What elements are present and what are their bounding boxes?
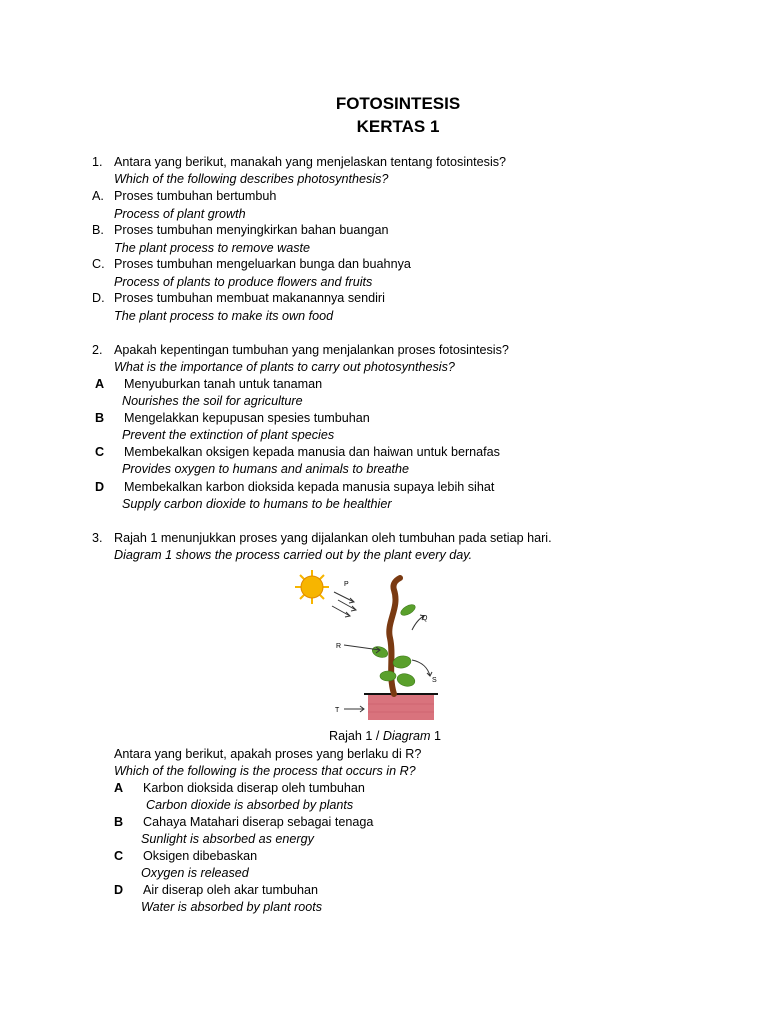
option-text-ms: Air diserap oleh akar tumbuhan <box>143 883 319 897</box>
question-text-ms: Antara yang berikut, apakah proses yang berlaku di R? <box>114 747 422 761</box>
diagram-caption: Rajah 1 / Diagram 1 <box>329 729 442 743</box>
option-text-ms: Proses tumbuhan menyingkirkan bahan buangan <box>114 223 389 237</box>
option-text-en: Oxygen is released <box>141 866 249 880</box>
option-text-en: Sunlight is absorbed as energy <box>141 832 314 846</box>
option-text-en: The plant process to make its own food <box>114 309 334 323</box>
page-title: FOTOSINTESIS <box>335 94 461 113</box>
option-text-en: The plant process to remove waste <box>114 241 310 255</box>
option-letter: A <box>114 781 124 795</box>
option-text-en: Carbon dioxide is absorbed by plants <box>146 798 354 812</box>
option-text-en: Nourishes the soil for agriculture <box>122 394 303 408</box>
label-p: P <box>344 581 349 588</box>
option-letter: B <box>95 411 105 425</box>
question-text-en: Which of the following describes photosynthesis? <box>114 172 389 186</box>
option-text-en: Process of plants to produce flowers and fruits <box>114 275 373 289</box>
page-subtitle: KERTAS 1 <box>356 117 440 136</box>
question-number: 3. <box>92 531 103 545</box>
option-text-en: Process of plant growth <box>114 207 246 221</box>
plant-diagram <box>290 568 480 728</box>
option-text-en: Prevent the extinction of plant species <box>122 428 335 442</box>
label-r: R <box>336 643 342 650</box>
option-text-ms: Membekalkan karbon dioksida kepada manusia supaya lebih sihat <box>124 480 495 494</box>
label-t: T <box>335 707 340 714</box>
soil <box>368 694 434 720</box>
option-letter: D <box>114 883 124 897</box>
option-letter: D. <box>92 291 105 305</box>
option-letter: D <box>95 480 105 494</box>
question-text-en: Which of the following is the process that occurs in R? <box>114 764 416 778</box>
question-text-ms: Apakah kepentingan tumbuhan yang menjalankan proses fotosintesis? <box>114 343 509 357</box>
sun-icon <box>295 570 329 604</box>
option-letter: A <box>95 377 105 391</box>
option-text-ms: Proses tumbuhan bertumbuh <box>114 189 277 203</box>
option-letter: B <box>114 815 124 829</box>
question-number: 2. <box>92 343 103 357</box>
option-text-ms: Mengelakkan kepupusan spesies tumbuhan <box>124 411 370 425</box>
label-s: S <box>432 677 437 684</box>
option-text-ms: Cahaya Matahari diserap sebagai tenaga <box>143 815 374 829</box>
option-text-en: Provides oxygen to humans and animals to breathe <box>122 462 410 476</box>
question-text-ms: Antara yang berikut, manakah yang menjelaskan tentang fotosintesis? <box>114 155 507 169</box>
option-text-ms: Oksigen dibebaskan <box>143 849 258 863</box>
option-text-ms: Proses tumbuhan mengeluarkan bunga dan buahnya <box>114 257 411 271</box>
question-text-en: Diagram 1 shows the process carried out by the plant every day. <box>114 548 473 562</box>
option-letter: C <box>114 849 124 863</box>
option-text-ms: Karbon dioksida diserap oleh tumbuhan <box>143 781 365 795</box>
question-text-ms: Rajah 1 menunjukkan proses yang dijalankan oleh tumbuhan pada setiap hari. <box>114 531 552 545</box>
option-text-ms: Membekalkan oksigen kepada manusia dan haiwan untuk bernafas <box>124 445 500 459</box>
option-letter: C <box>95 445 105 459</box>
label-q: Q <box>422 615 428 622</box>
question-text-en: What is the importance of plants to carry out photosynthesis? <box>114 360 455 374</box>
option-letter: A. <box>92 189 104 203</box>
option-text-ms: Proses tumbuhan membuat makanannya sendiri <box>114 291 385 305</box>
option-text-ms: Menyuburkan tanah untuk tanaman <box>124 377 323 391</box>
option-text-en: Supply carbon dioxide to humans to be healthier <box>122 497 392 511</box>
option-letter: B. <box>92 223 104 237</box>
light-arrows <box>332 592 356 617</box>
option-letter: C. <box>92 257 105 271</box>
option-text-en: Water is absorbed by plant roots <box>141 900 323 914</box>
question-number: 1. <box>92 155 103 169</box>
